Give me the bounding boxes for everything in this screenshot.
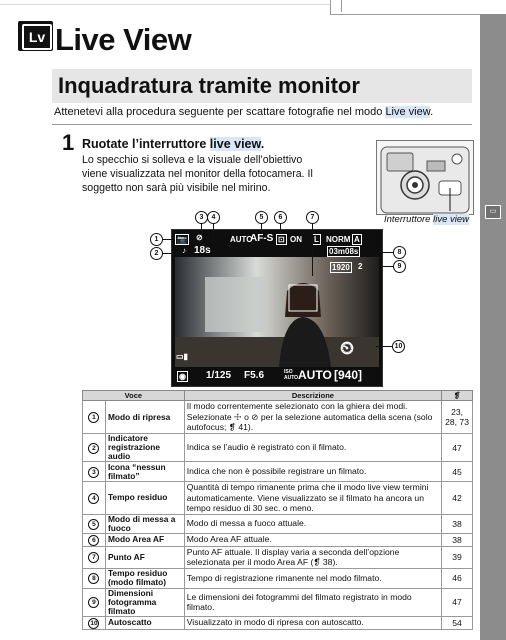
no-movie-icon: ⊘	[196, 233, 203, 242]
row-voce: Dimensioni fotogramma filmato	[105, 588, 184, 616]
row-ref: 47	[442, 588, 473, 616]
row-desc: Modo Area AF attuale.	[184, 533, 441, 546]
af-area-readout: ON	[290, 235, 302, 244]
row-desc: Tempo di registrazione rimanente nel modo filmato.	[184, 568, 441, 588]
shooting-mode-icon: 📷	[177, 235, 187, 244]
row-ref: 23, 28, 73	[442, 401, 473, 434]
section-title: Inquadratura tramite monitor	[58, 73, 360, 98]
callout-7: 7	[306, 211, 319, 224]
callout-6: 6	[274, 211, 287, 224]
step-title-prefix: Ruotate l’interruttore	[82, 137, 210, 151]
table-row	[83, 401, 473, 434]
side-tab-strip	[480, 14, 506, 640]
table-row	[83, 568, 473, 588]
callout-5-line	[261, 223, 262, 231]
row-desc: Indica che non è possibile registrare un filmato.	[184, 462, 441, 482]
row-voce: Tempo residuo	[105, 482, 184, 515]
row-desc: Il modo correntemente selezionato con la ghiera dei modi. Selezionate ☩ o ⊘ per la selezione automatica della scena (solo autofocus; ❡ 41).	[184, 401, 441, 434]
step-title	[82, 137, 264, 151]
step-title-highlight: live view	[209, 137, 261, 151]
step-title-suffix: .	[260, 137, 265, 151]
table-row	[83, 588, 473, 616]
row-number: 7	[88, 552, 99, 563]
table-row	[83, 616, 473, 629]
row-number: 3	[88, 467, 99, 478]
page-title: Live View	[55, 22, 192, 57]
intro-prefix: Attenetevi alla procedura seguente per scattare fotografie nel modo	[54, 106, 386, 118]
callout-2-line	[162, 253, 180, 254]
shutter-speed-readout: 1/125	[206, 370, 232, 381]
time-remaining-readout: 18s	[194, 245, 211, 256]
row-number: 1	[88, 412, 99, 423]
image-size-icon: L	[314, 235, 319, 244]
callout-5: 5	[255, 211, 268, 224]
white-balance-readout: A	[354, 235, 360, 244]
row-number: 4	[88, 493, 99, 504]
table-row	[83, 462, 473, 482]
af-mode-readout: AF-S	[250, 233, 274, 244]
row-desc: Quantità di tempo rimanente prima che il modo live view termini automaticamente. Viene visualizzato se il filmato ha ancora un tempo residuo di 30 sec. o meno.	[184, 482, 441, 515]
camera-back-icon	[377, 141, 473, 214]
intro-text	[54, 106, 433, 118]
camera-caption-highlight: live view	[433, 214, 470, 225]
row-ref: 38	[442, 533, 473, 546]
section-divider	[52, 124, 472, 125]
row-voce: Icona “nessun filmato”	[105, 462, 184, 482]
row-voce: Modo Area AF	[105, 533, 184, 546]
live-view-icon-label: Lv	[22, 24, 52, 50]
row-ref: 54	[442, 616, 473, 629]
camera-illustration	[376, 140, 474, 215]
callout-4-line	[213, 223, 214, 243]
intro-highlight: Live view	[385, 106, 431, 118]
row-desc: Visualizzato in modo di ripresa con autoscatto.	[184, 616, 441, 629]
reader-toolbar-corner	[330, 0, 506, 15]
step-number: 1	[62, 130, 75, 155]
movie-time-readout: 03m08s	[329, 247, 359, 256]
table-row	[83, 482, 473, 515]
camera-caption-prefix: Interruttore	[384, 214, 434, 225]
table-row	[83, 514, 473, 533]
row-ref: 38	[442, 514, 473, 533]
camera-caption	[384, 214, 469, 225]
frame-size-readout: 1920	[332, 263, 350, 272]
af-area-icon: ⊡	[278, 235, 285, 244]
callout-10-line	[376, 346, 392, 347]
row-ref: 47	[442, 434, 473, 462]
legend-table	[82, 390, 473, 630]
row-desc: Le dimensioni dei fotogrammi del filmato registrato in modo filmato.	[184, 588, 441, 616]
row-number: 6	[88, 535, 99, 546]
row-voce: Tempo residuo (modo filmato)	[105, 568, 184, 588]
metering-icon: ◉	[179, 372, 186, 381]
callout-6-line	[280, 223, 281, 231]
iso-readout: AUTO	[298, 368, 332, 382]
row-number: 9	[88, 597, 99, 608]
callout-10: 10	[392, 340, 405, 353]
table-row	[83, 533, 473, 546]
row-voce: Modo di ripresa	[105, 401, 184, 434]
callout-8-line	[381, 252, 393, 253]
row-ref: 46	[442, 568, 473, 588]
iso-label: ISO	[284, 369, 293, 375]
self-timer-icon: ⏲	[340, 338, 355, 358]
callout-1: 1	[150, 233, 163, 246]
aspect-readout: 2	[358, 262, 363, 271]
header-descrizione: Descrizione	[184, 391, 441, 401]
callout-1-line	[162, 239, 172, 240]
quality-readout: NORM	[326, 235, 351, 244]
callout-3: 3	[195, 211, 208, 224]
intro-suffix: .	[430, 106, 434, 118]
row-voce: Modo di messa a fuoco	[105, 514, 184, 533]
scene-auto-label: AUTO	[230, 235, 253, 244]
callout-4: 4	[207, 211, 220, 224]
callout-3-line	[201, 223, 202, 231]
step-body: Lo specchio si solleva e la visuale dell’obiettivo viene visualizzata nel monitor della fotocamera. Il soggetto non sarà più visibile nel mirino.	[82, 154, 313, 194]
row-desc: Modo di messa a fuoco attuale.	[184, 514, 441, 533]
iso-auto-label: AUTO	[284, 375, 299, 381]
row-desc: Indica se l’audio è registrato con il filmato.	[184, 434, 441, 462]
row-voce: Indicatore registrazione audio	[105, 434, 184, 462]
callout-9-line	[381, 266, 393, 267]
row-number: 2	[88, 443, 99, 454]
callout-7-line	[312, 223, 313, 276]
callout-9: 9	[393, 260, 406, 273]
row-ref: 45	[442, 462, 473, 482]
callout-8: 8	[393, 246, 406, 259]
live-view-monitor	[171, 229, 383, 387]
row-voce: Autoscatto	[105, 616, 184, 629]
live-view-tab-icon[interactable]: ▭	[485, 205, 501, 219]
header-voce: Voce	[83, 391, 185, 401]
iso-label-block	[284, 369, 298, 381]
live-view-chapter-icon	[18, 21, 53, 51]
row-voce: Punto AF	[105, 546, 184, 568]
legend-table-header	[83, 391, 473, 401]
aperture-readout: F5.6	[244, 370, 265, 381]
row-number: 5	[88, 519, 99, 530]
frames-remaining-readout: [940]	[334, 368, 363, 382]
callout-2: 2	[150, 247, 163, 260]
microphone-icon: ♪	[182, 246, 186, 255]
row-desc: Punto AF attuale. Il display varia a seconda dell’opzione selezionata per il modo Area AF (❡ 38).	[184, 546, 441, 568]
row-number: 8	[88, 573, 99, 584]
battery-icon: ▭▮	[176, 352, 188, 361]
table-row	[83, 546, 473, 568]
row-number: 10	[90, 619, 98, 627]
row-ref: 42	[442, 482, 473, 515]
row-ref: 39	[442, 546, 473, 568]
header-ref: ❡	[442, 391, 473, 401]
table-row	[83, 434, 473, 462]
